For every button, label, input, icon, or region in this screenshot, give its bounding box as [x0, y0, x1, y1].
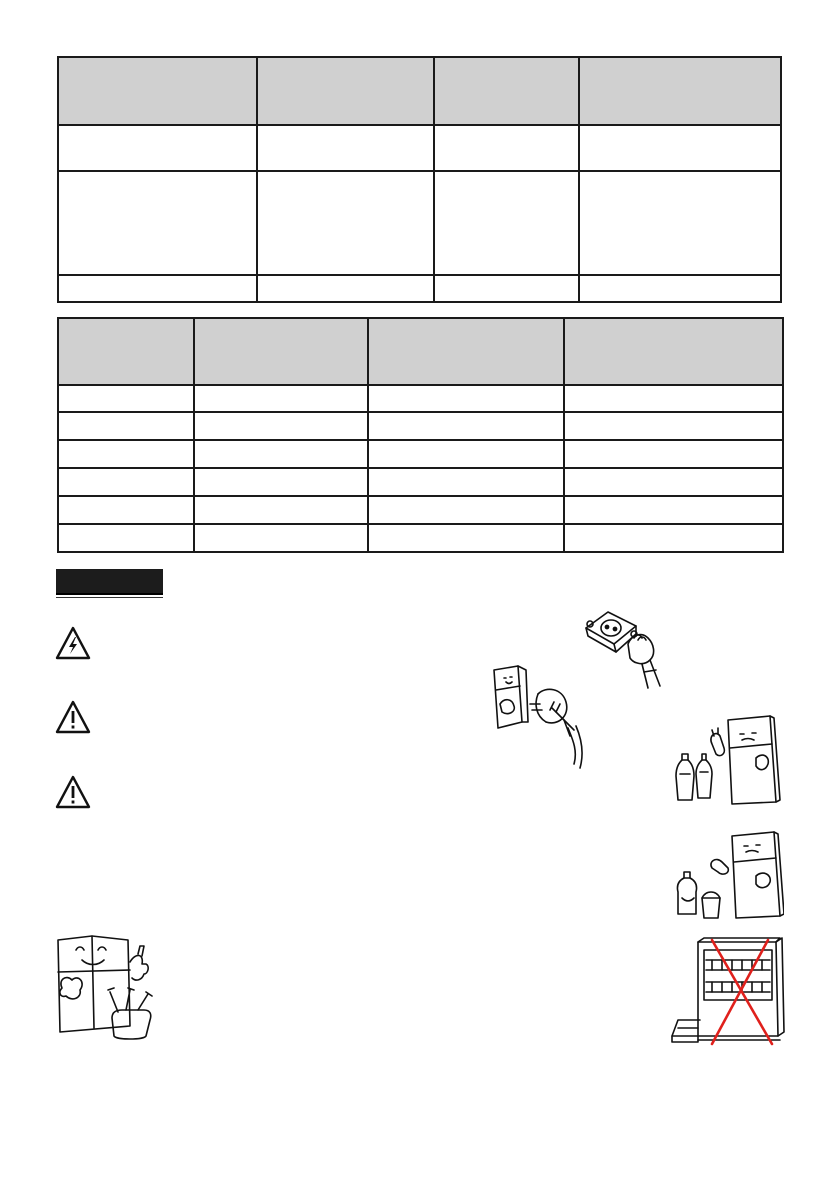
table1-cell — [579, 171, 781, 275]
table-row — [58, 440, 783, 468]
table2-cell — [194, 385, 368, 412]
table2-cell — [564, 440, 783, 468]
table2-cell — [564, 496, 783, 524]
table2-header-cell — [194, 318, 368, 385]
electric-hazard-icon — [55, 626, 91, 660]
table2-cell — [564, 385, 783, 412]
table1-header-row — [58, 57, 781, 125]
table2-cell — [368, 468, 564, 496]
fridge-unplugging-illustration — [490, 664, 600, 772]
fridge-thumbs-up-cleaning-illustration — [52, 932, 160, 1044]
table-row — [58, 412, 783, 440]
table1-header-cell — [579, 57, 781, 125]
table1-cell — [579, 275, 781, 302]
table2-cell — [368, 524, 564, 552]
warning-icon — [55, 700, 91, 734]
table1-cell — [257, 275, 434, 302]
table1-header-cell — [257, 57, 434, 125]
table1-cell — [434, 275, 579, 302]
table2-header-cell — [368, 318, 564, 385]
table1-cell — [434, 171, 579, 275]
table1-cell — [579, 125, 781, 171]
table-row — [58, 171, 781, 275]
table-row — [58, 468, 783, 496]
table2-cell — [194, 524, 368, 552]
spec-table-2 — [57, 317, 784, 553]
table1-cell — [257, 171, 434, 275]
table-row — [58, 385, 783, 412]
table2-cell — [58, 440, 194, 468]
table2-cell — [564, 412, 783, 440]
table-row — [58, 496, 783, 524]
fridge-rejecting-chemicals-illustration — [666, 714, 782, 808]
table1-header-cell — [58, 57, 257, 125]
table2-cell — [368, 412, 564, 440]
table2-cell — [194, 440, 368, 468]
no-dishwasher-illustration — [668, 936, 786, 1048]
table2-cell — [58, 524, 194, 552]
table2-cell — [58, 412, 194, 440]
table2-cell — [368, 440, 564, 468]
table1-cell — [58, 125, 257, 171]
warning-icon — [55, 775, 91, 809]
table-row — [58, 275, 781, 302]
table2-header-cell — [564, 318, 783, 385]
fridge-cleaning-detergent-illustration — [668, 828, 784, 922]
table2-cell — [194, 412, 368, 440]
table2-cell — [564, 524, 783, 552]
section-heading-bar — [56, 569, 163, 595]
table2-cell — [58, 385, 194, 412]
table2-header-row — [58, 318, 783, 385]
table2-cell — [368, 385, 564, 412]
table2-cell — [194, 468, 368, 496]
table1-cell — [257, 125, 434, 171]
table2-cell — [58, 496, 194, 524]
table-row — [58, 524, 783, 552]
table1-cell — [58, 275, 257, 302]
table1-header-cell — [434, 57, 579, 125]
table2-cell — [58, 468, 194, 496]
table-row — [58, 125, 781, 171]
table2-header-cell — [58, 318, 194, 385]
table1-cell — [58, 171, 257, 275]
table2-cell — [564, 468, 783, 496]
table2-cell — [368, 496, 564, 524]
spec-table-1 — [57, 56, 782, 303]
table1-cell — [434, 125, 579, 171]
table2-cell — [194, 496, 368, 524]
